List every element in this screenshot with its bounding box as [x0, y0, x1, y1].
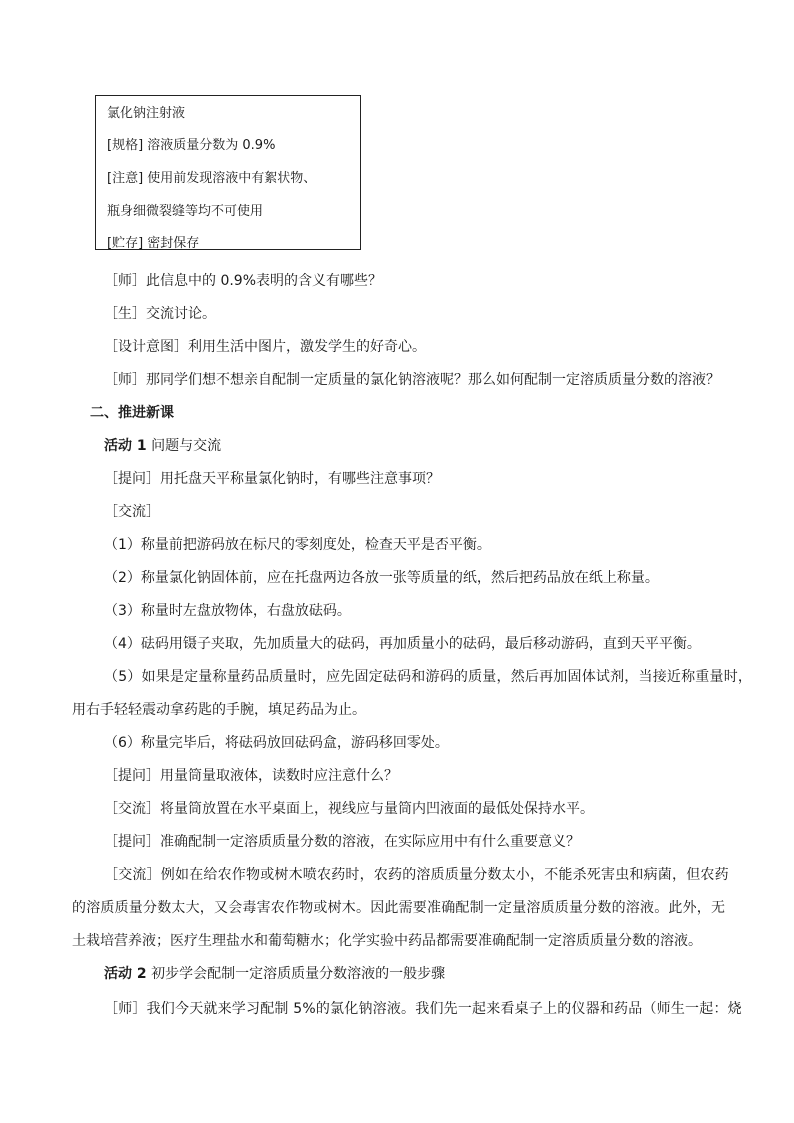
paragraph: ［师］我们今天就来学习配制 5%的氯化钠溶液。我们先一起来看桌子上的仪器和药品（师生一起：烧: [104, 1001, 742, 1017]
list-item: （6）称量完毕后，将砝码放回砝码盒，游码移回零处。: [104, 735, 449, 751]
list-item: （5）如果是定量称量药品质量时，应先固定砝码和游码的质量，然后再加固体试剂，当接近称重量时，: [104, 669, 753, 685]
paragraph: ［提问］准确配制一定溶质质量分数的溶液，在实际应用中有什么重要意义？: [104, 834, 580, 850]
list-item: （1）称量前把游码放在标尺的零刻度处，检查天平是否平衡。: [104, 537, 491, 553]
activity2-title: 活动 2: [104, 966, 147, 982]
paragraph: ［提问］用托盘天平称量氯化钠时，有哪些注意事项？: [104, 471, 440, 487]
paragraph: ［师］那同学们想不想亲自配制一定质量的氯化钠溶液呢？那么如何配制一定溶质质量分数的溶液？: [104, 372, 720, 388]
list-item-continuation: 用右手轻轻震动拿药匙的手腕，填足药品为止。: [72, 702, 366, 718]
paragraph: ［交流］: [104, 504, 160, 520]
paragraph: ［交流］将量筒放置在水平桌面上，视线应与量筒内凹液面的最低处保持水平。: [104, 801, 594, 817]
activity2-heading: [104, 965, 445, 983]
activity1-subtitle: 问题与交流: [151, 438, 222, 454]
paragraph: ［生］交流讨论。: [104, 306, 216, 322]
paragraph-continuation: 土栽培营养液；医疗生理盐水和葡萄糖水；化学实验中药品都需要准确配制一定溶质质量分数的溶液。: [72, 933, 702, 949]
section-heading: 二、推进新课: [90, 405, 174, 421]
paragraph: ［交流］例如在给农作物或树木喷农药时，农药的溶质质量分数太小，不能杀死害虫和病菌，但农药: [104, 867, 729, 883]
list-item: （3）称量时左盘放物体，右盘放砝码。: [104, 603, 351, 619]
label-line-spec: [规格] 溶液质量分数为 0.9%: [107, 138, 276, 153]
activity1-title: 活动 1: [104, 438, 147, 454]
paragraph: ［提问］用量筒量取液体，读数时应注意什么？: [104, 768, 398, 784]
paragraph-continuation: 的溶质质量分数太大，又会毒害农作物或树木。因此需要准确配制一定量溶质质量分数的溶液。此外，无: [72, 900, 726, 916]
label-line-storage: [贮存] 密封保存: [107, 236, 200, 251]
label-line-caution: [注意] 使用前发现溶液中有絮状物、: [107, 171, 317, 186]
activity2-subtitle: 初步学会配制一定溶质质量分数溶液的一般步骤: [151, 966, 446, 982]
list-item: （4）砝码用镊子夹取，先加质量大的砝码，再加质量小的砝码，最后移动游码，直到天平平衡。: [104, 636, 701, 652]
label-line-caution-cont: 瓶身细微裂缝等均不可使用: [107, 204, 264, 219]
paragraph: ［设计意图］利用生活中图片，激发学生的好奇心。: [104, 339, 426, 355]
label-line-title: 氯化钠注射液: [107, 106, 186, 121]
paragraph: ［师］此信息中的 0.9%表明的含义有哪些？: [104, 273, 383, 289]
activity1-heading: [104, 437, 221, 455]
list-item: （2）称量氯化钠固体前，应在托盘两边各放一张等质量的纸，然后把药品放在纸上称量。: [104, 570, 659, 586]
